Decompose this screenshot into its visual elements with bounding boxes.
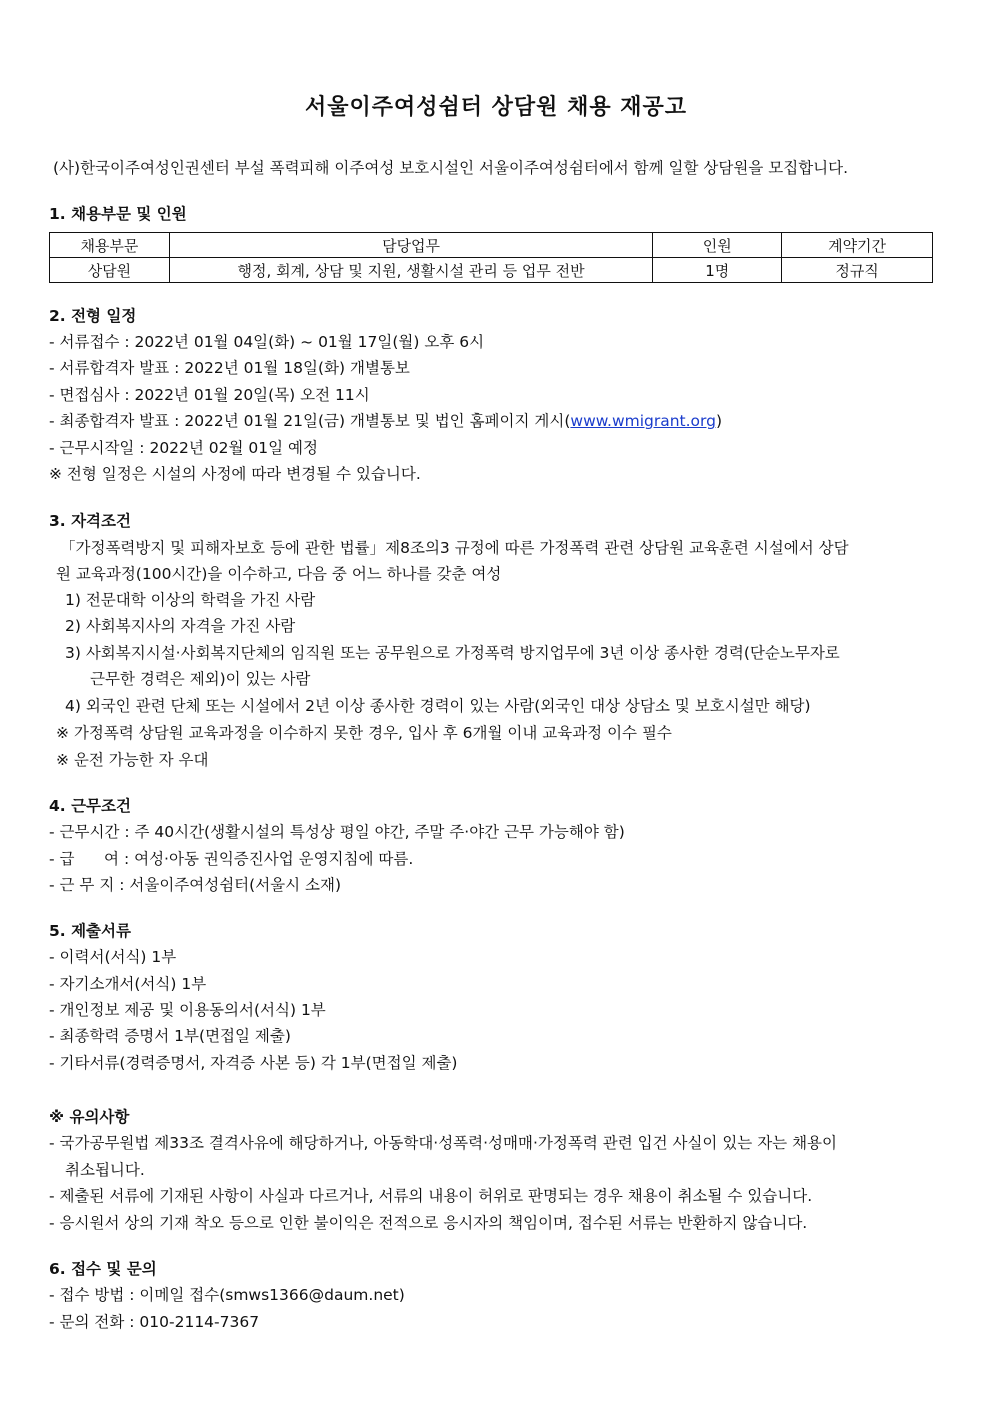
section-heading: 5. 제출서류 [49, 922, 131, 940]
table-header-cell: 인원 [653, 233, 782, 258]
list-item: 1) 전문대학 이상의 학력을 가진 사람 [65, 591, 316, 609]
note-text: ※ 가정폭력 상담원 교육과정을 이수하지 못한 경우, 입사 후 6개월 이내 교육과정 이수 필수 [56, 724, 672, 742]
body-text: 「가정폭력방지 및 피해자보호 등에 관한 법률」제8조의3 규정에 따른 가정폭력 관련 상담원 교육훈련 시설에서 상담 [60, 539, 849, 557]
list-item: - 문의 전화 : 010-2114-7367 [49, 1313, 260, 1331]
list-item-text: - 최종합격자 발표 : 2022년 01월 21일(금) 개별통보 및 법인 홈페이지 게시( [49, 412, 571, 430]
list-item: - 응시원서 상의 기재 착오 등으로 인한 불이익은 전적으로 응시자의 책임이며, 접수된 서류는 반환하지 않습니다. [49, 1214, 808, 1232]
list-item: - 접수 방법 : 이메일 접수(smws1366@daum.net) [49, 1286, 405, 1304]
homepage-link[interactable]: www.wmigrant.org [570, 412, 716, 430]
list-item: - 근 무 지 : 서울이주여성쉼터(서울시 소재) [49, 876, 342, 894]
note-text: ※ 운전 가능한 자 우대 [56, 751, 209, 769]
list-item [49, 410, 722, 432]
table-row [50, 258, 933, 283]
table-cell: 1명 [653, 258, 782, 283]
page-title: 서울이주여성쉼터 상담원 채용 재공고 [304, 95, 687, 120]
list-item: 4) 외국인 관련 단체 또는 시설에서 2년 이상 종사한 경력이 있는 사람(외국인 대상 상담소 및 보호시설만 해당) [65, 697, 811, 715]
list-item: - 최종학력 증명서 1부(면접일 제출) [49, 1027, 291, 1045]
table-header-row [50, 233, 933, 258]
table-cell: 정규직 [782, 258, 933, 283]
list-item: 3) 사회복지시설·사회복지단체의 임직원 또는 공무원으로 가정폭력 방지업무에 3년 이상 종사한 경력(단순노무자로 [65, 644, 840, 662]
note-text: ※ 전형 일정은 시설의 사정에 따라 변경될 수 있습니다. [49, 465, 421, 483]
section-heading: 4. 근무조건 [49, 797, 131, 815]
list-item: - 기타서류(경력증명서, 자격증 사본 등) 각 1부(면접일 제출) [49, 1054, 458, 1072]
list-item: - 개인정보 제공 및 이용동의서(서식) 1부 [49, 1001, 326, 1019]
list-item: - 서류접수 : 2022년 01월 04일(화) ~ 01월 17일(월) 오후 6시 [49, 333, 485, 351]
intro-text: (사)한국이주여성인권센터 부설 폭력피해 이주여성 보호시설인 서울이주여성쉼터에서 함께 일할 상담원을 모집합니다. [53, 159, 849, 177]
list-item: - 국가공무원법 제33조 결격사유에 해당하거나, 아동학대·성폭력·성매매·가정폭력 관련 입건 사실이 있는 자는 채용이 [49, 1134, 837, 1152]
list-item: - 제출된 서류에 기재된 사항이 사실과 다르거나, 서류의 내용이 허위로 판명되는 경우 채용이 취소될 수 있습니다. [49, 1187, 813, 1205]
section-heading: ※ 유의사항 [49, 1108, 130, 1126]
list-item: 근무한 경력은 제외)이 있는 사람 [90, 670, 311, 688]
list-item: - 이력서(서식) 1부 [49, 948, 177, 966]
list-item: - 서류합격자 발표 : 2022년 01월 18일(화) 개별통보 [49, 359, 410, 377]
list-item-text: ) [715, 412, 723, 430]
section-heading: 6. 접수 및 문의 [49, 1260, 157, 1278]
table-cell: 상담원 [50, 258, 170, 283]
list-item: 취소됩니다. [65, 1161, 145, 1179]
table-header-cell: 계약기간 [782, 233, 933, 258]
list-item: - 급 여 : 여성·아동 권익증진사업 운영지침에 따름. [49, 850, 414, 868]
list-item: - 근무시간 : 주 40시간(생활시설의 특성상 평일 야간, 주말 주·야간 근무 가능해야 함) [49, 823, 625, 841]
recruitment-table [49, 232, 933, 283]
list-item: - 근무시작일 : 2022년 02월 01일 예정 [49, 439, 319, 457]
list-item: 2) 사회복지사의 자격을 가진 사람 [65, 617, 296, 635]
body-text: 원 교육과정(100시간)을 이수하고, 다음 중 어느 하나를 갖춘 여성 [56, 565, 502, 583]
table-header-cell: 채용부문 [50, 233, 170, 258]
table-cell: 행정, 회계, 상담 및 지원, 생활시설 관리 등 업무 전반 [169, 258, 652, 283]
list-item: - 자기소개서(서식) 1부 [49, 975, 207, 993]
section-heading: 1. 채용부문 및 인원 [49, 205, 187, 223]
list-item: - 면접심사 : 2022년 01월 20일(목) 오전 11시 [49, 386, 370, 404]
section-heading: 3. 자격조건 [49, 512, 131, 530]
section-heading: 2. 전형 일정 [49, 307, 137, 325]
table-header-cell: 담당업무 [169, 233, 652, 258]
